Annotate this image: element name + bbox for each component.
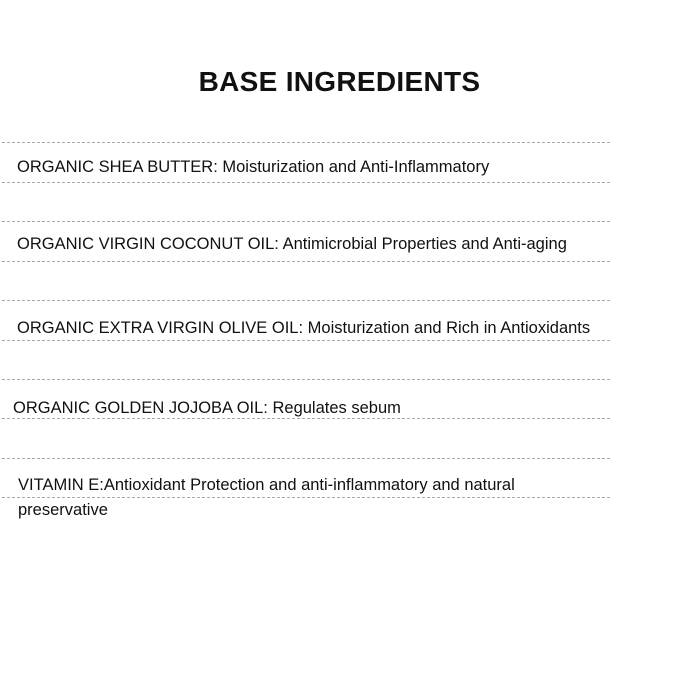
divider	[2, 182, 610, 183]
divider	[2, 221, 610, 222]
divider	[2, 497, 610, 498]
divider	[2, 379, 610, 380]
divider	[2, 418, 610, 419]
divider	[2, 142, 610, 143]
ingredient-coconut-oil: ORGANIC VIRGIN COCONUT OIL: Antimicrobial Properties and Anti-aging	[17, 235, 567, 253]
ingredient-olive-oil: ORGANIC EXTRA VIRGIN OLIVE OIL: Moisturization and Rich in Antioxidants	[17, 319, 591, 337]
ingredient-vitamin-e: VITAMIN E:Antioxidant Protection and anti-inflammatory and natural preservative	[18, 476, 515, 519]
divider	[2, 458, 610, 459]
ingredient-jojoba-oil: ORGANIC GOLDEN JOJOBA OIL: Regulates sebum	[13, 399, 401, 417]
divider	[2, 340, 610, 341]
divider	[2, 261, 610, 262]
ingredient-shea-butter: ORGANIC SHEA BUTTER: Moisturization and Anti-Inflammatory	[17, 158, 490, 176]
divider	[2, 300, 610, 301]
page-title: BASE INGREDIENTS	[198, 66, 481, 97]
